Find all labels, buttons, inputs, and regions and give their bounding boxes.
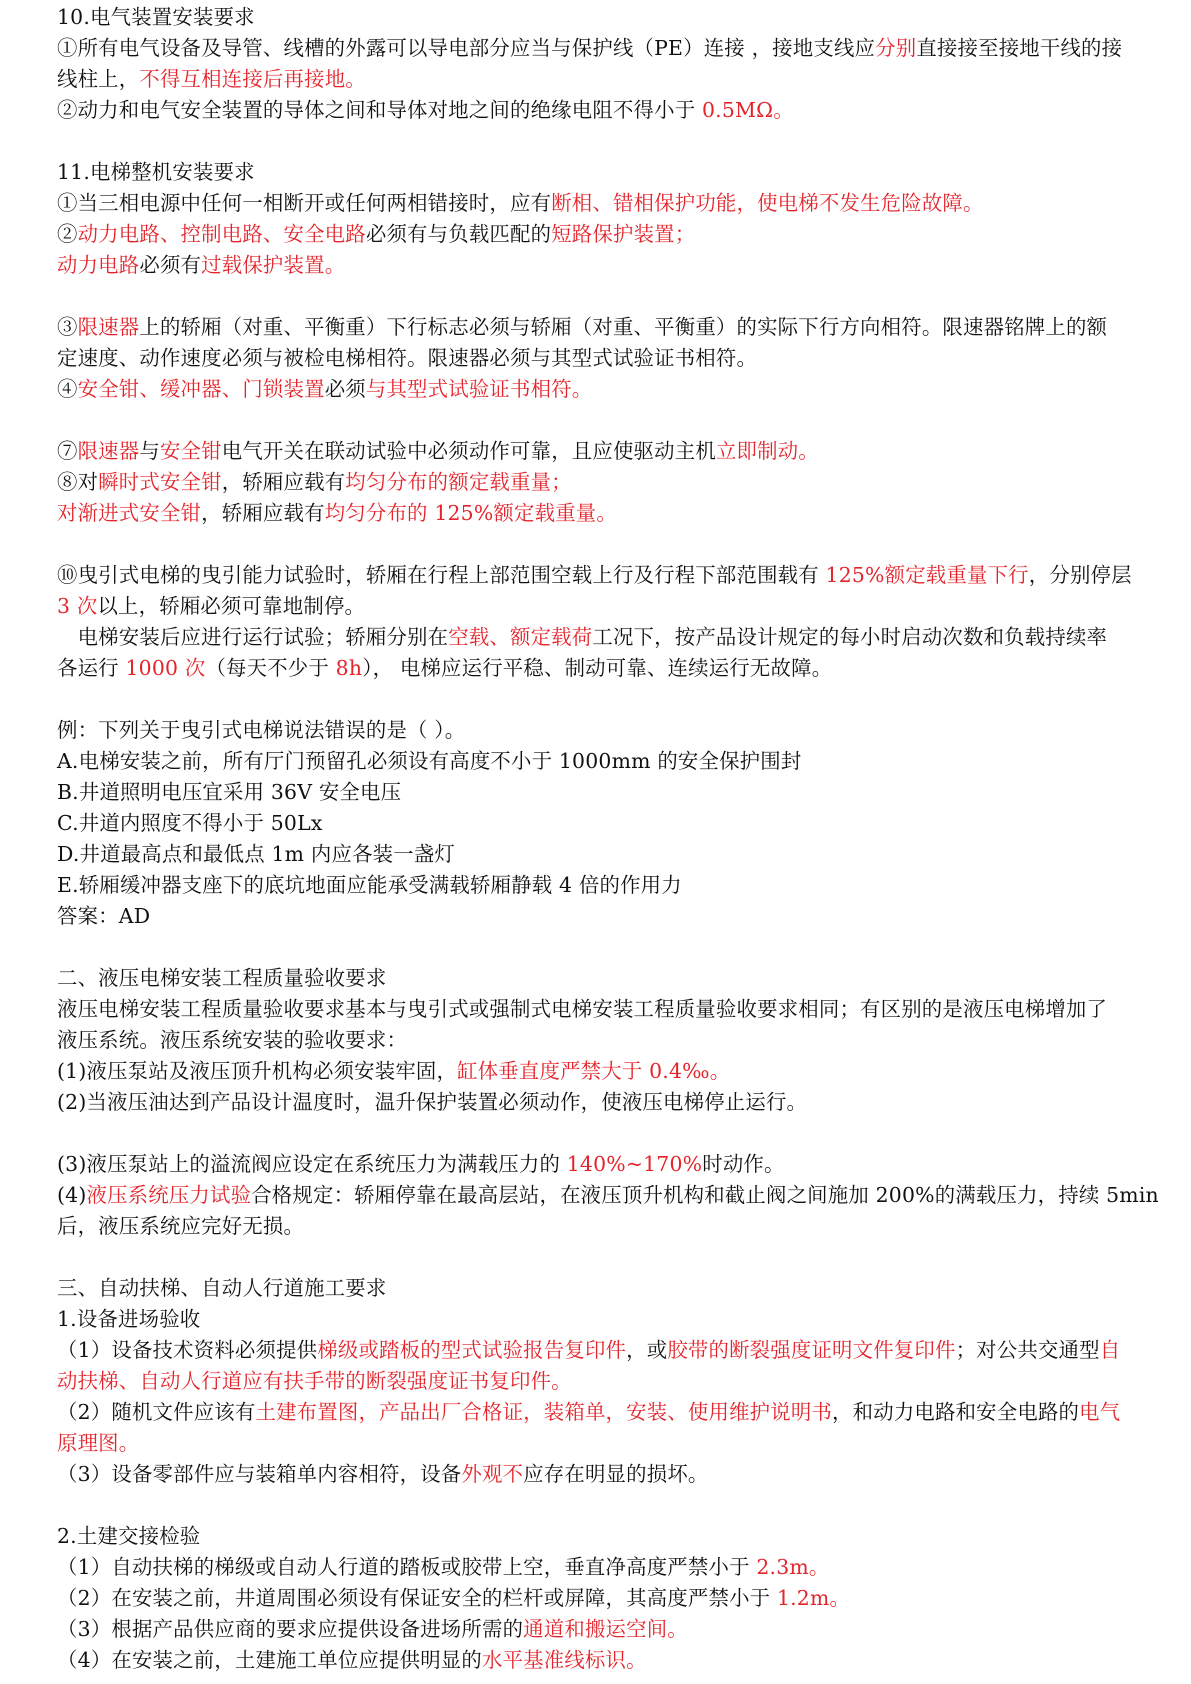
text-line	[57, 498, 617, 529]
highlighted-text: 对渐进式安全钳	[57, 501, 202, 525]
highlighted-text: 1000 次	[125, 656, 206, 680]
body-text: ，分别停层	[1028, 563, 1132, 587]
highlighted-text: 空载、额定载荷	[448, 625, 593, 649]
highlighted-text: 安全钳、缓冲器、门锁装置	[77, 377, 325, 401]
highlighted-text: 过载保护装置。	[201, 253, 346, 277]
text-line	[57, 1211, 304, 1242]
text-line	[57, 839, 455, 870]
highlighted-text: 与其型式试验证书相符。	[365, 377, 593, 401]
highlighted-text: 2.3m。	[756, 1555, 830, 1579]
body-text: ②	[57, 222, 78, 246]
text-line	[57, 1366, 572, 1397]
body-text: 时动作。	[702, 1152, 785, 1176]
highlighted-text: 3 次	[57, 594, 98, 618]
highlighted-text: 立即制动。	[715, 439, 819, 463]
highlighted-text: 水平基准线标识。	[481, 1648, 647, 1672]
body-text: 电气开关在联动试验中必须动作可靠，且应使驱动主机	[221, 439, 716, 463]
body-text: 以上，轿厢必须可靠地制停。	[97, 594, 366, 618]
body-text: 例：下列关于曳引式电梯说法错误的是（ ）。	[57, 718, 466, 742]
body-text: （4）在安装之前，土建施工单位应提供明显的	[57, 1648, 482, 1672]
body-text: B.井道照明电压宜采用 36V 安全电压	[57, 780, 402, 804]
body-text: 工况下，按产品设计规定的每小时启动次数和负载持续率	[592, 625, 1108, 649]
body-text: 各运行	[57, 656, 126, 680]
text-line	[57, 746, 801, 777]
text-line	[57, 1335, 1120, 1366]
highlighted-text: 限速器	[77, 439, 140, 463]
highlighted-text: 短路保护装置；	[551, 222, 696, 246]
text-line	[57, 777, 401, 808]
body-text: 应存在明显的损坏。	[523, 1462, 709, 1486]
body-text: 二、液压电梯安装工程质量验收要求	[57, 966, 387, 990]
body-text: 定速度、动作速度必须与被检电梯相符。限速器必须与其型式试验证书相符。	[57, 346, 758, 370]
text-line	[57, 1583, 850, 1614]
text-line	[57, 560, 1132, 591]
highlighted-text: 动力电路、控制电路、安全电路	[77, 222, 366, 246]
body-text: 电梯安装后应进行运行试验；轿厢分别在	[57, 625, 449, 649]
highlighted-text: 胶带的断裂强度证明文件复印件	[667, 1338, 956, 1362]
text-line	[57, 219, 695, 250]
body-text: 液压系统。液压系统安装的验收要求：	[57, 1028, 408, 1052]
highlighted-text: 不得互相连接后再接地。	[139, 67, 366, 91]
text-line	[57, 467, 572, 498]
text-line	[57, 963, 386, 994]
body-text: ，轿厢应载有	[221, 470, 346, 494]
body-text: （3）设备零部件应与装箱单内容相符，设备	[57, 1462, 462, 1486]
highlighted-text: 断相、错相保护功能，使电梯不发生危险故障。	[551, 191, 984, 215]
text-line	[57, 1645, 647, 1676]
text-line	[57, 1552, 830, 1583]
body-text: 线柱上，	[57, 67, 140, 91]
highlighted-text: 自	[1099, 1338, 1121, 1362]
body-text: ④	[57, 377, 78, 401]
highlighted-text: 125%额定载重量下行	[825, 563, 1029, 587]
body-text: ；对公共交通型	[955, 1338, 1100, 1362]
body-text: ①所有电气设备及导管、线槽的外露可以导电部分应当与保护线（PE）连接 ，接地支线应	[57, 36, 876, 60]
text-line	[57, 1428, 139, 1459]
body-text: ②动力和电气安全装置的导体之间和导体对地之间的绝缘电阻不得小于	[57, 98, 702, 122]
text-line	[57, 901, 150, 932]
body-text: (4)	[57, 1183, 87, 1207]
text-line	[57, 1149, 785, 1180]
body-text: 10.电气装置安装要求	[57, 5, 255, 29]
text-line	[57, 157, 255, 188]
text-line	[57, 1056, 730, 1087]
text-line	[57, 1087, 807, 1118]
body-text: 必须有与负载匹配的	[365, 222, 552, 246]
body-text: (3)液压泵站上的溢流阀应设定在系统压力为满载压力的	[57, 1152, 567, 1176]
body-text: A.电梯安装之前，所有厅门预留孔必须设有高度不小于 1000mm 的安全保护围封	[57, 749, 802, 773]
body-text: 上的轿厢（对重、平衡重）下行标志必须与轿厢（对重、平衡重）的实际下行方向相符。限速器铭牌上的额	[139, 315, 1108, 339]
highlighted-text: 分别	[875, 36, 917, 60]
text-line	[57, 374, 592, 405]
body-text: 液压电梯安装工程质量验收要求基本与曳引式或强制式电梯安装工程质量验收要求相同；有区别的是液压电梯增加了	[57, 997, 1108, 1021]
text-line	[57, 870, 682, 901]
highlighted-text: 均匀分布的额定载重量；	[345, 470, 572, 494]
text-line	[57, 1397, 1120, 1428]
highlighted-text: 原理图。	[57, 1431, 140, 1455]
text-line	[57, 95, 794, 126]
text-line	[57, 591, 365, 622]
highlighted-text: 土建布置图，产品出厂合格证，装箱单，安装、使用维护说明书	[255, 1400, 833, 1424]
text-line	[57, 436, 819, 467]
text-line	[57, 343, 757, 374]
highlighted-text: 通道和搬运空间。	[523, 1617, 688, 1641]
body-text: ①当三相电源中任何一相断开或任何两相错接时，应有	[57, 191, 552, 215]
text-line	[57, 188, 984, 219]
body-text: （2）随机文件应该有	[57, 1400, 256, 1424]
body-text: ）， 电梯应运行平稳、制动可靠、连续运行无故障。	[362, 656, 833, 680]
body-text: （1）设备技术资料必须提供	[57, 1338, 318, 1362]
highlighted-text: 液压系统压力试验	[86, 1183, 252, 1207]
text-line	[57, 715, 465, 746]
body-text: 答案：AD	[57, 904, 151, 928]
text-line	[57, 64, 366, 95]
text-line	[57, 653, 832, 684]
highlighted-text: 电气	[1079, 1400, 1121, 1424]
highlighted-text: 缸体垂直度严禁大于 0.4‰。	[457, 1059, 731, 1083]
text-line	[57, 1025, 407, 1056]
highlighted-text: 瞬时式安全钳	[98, 470, 222, 494]
body-text: C.井道内照度不得小于 50Lx	[57, 811, 323, 835]
body-text: D.井道最高点和最低点 1m 内应各装一盏灯	[57, 842, 456, 866]
body-text: （2）在安装之前，井道周围必须设有保证安全的栏杆或屏障，其高度严禁小于	[57, 1586, 777, 1610]
highlighted-text: 动扶梯、自动人行道应有扶手带的断裂强度证书复印件。	[57, 1369, 572, 1393]
text-line	[57, 808, 323, 839]
text-line	[57, 1459, 709, 1490]
highlighted-text: 动力电路	[57, 253, 140, 277]
body-text: （3）根据产品供应商的要求应提供设备进场所需的	[57, 1617, 524, 1641]
body-text: ⑧对	[57, 470, 99, 494]
text-line	[57, 250, 345, 281]
body-text: 合格规定：轿厢停靠在最高层站，在液压顶升机构和截止阀之间施加 200%的满载压力，持续 5min	[251, 1183, 1159, 1207]
body-text: 后，液压系统应完好无损。	[57, 1214, 305, 1238]
highlighted-text: 1.2m。	[776, 1586, 851, 1610]
highlighted-text: 安全钳	[159, 439, 222, 463]
body-text: ，或	[626, 1338, 668, 1362]
text-line	[57, 622, 1107, 653]
highlighted-text: 8h	[335, 656, 363, 680]
text-line	[57, 1304, 200, 1335]
highlighted-text: 140%~170%	[566, 1152, 703, 1176]
body-text: （每天不少于	[205, 656, 336, 680]
text-line	[57, 1180, 1159, 1211]
body-text: 必须	[324, 377, 366, 401]
body-text: （1）自动扶梯的梯级或自动人行道的踏板或胶带上空，垂直净高度严禁小于	[57, 1555, 757, 1579]
highlighted-text: 梯级或踏板的型式试验报告复印件	[317, 1338, 627, 1362]
highlighted-text: 外观不	[461, 1462, 524, 1486]
body-text: ，和动力电路和安全电路的	[832, 1400, 1080, 1424]
body-text: 11.电梯整机安装要求	[57, 160, 255, 184]
highlighted-text: 限速器	[77, 315, 140, 339]
text-line	[57, 1614, 688, 1645]
body-text: ⑦	[57, 439, 78, 463]
highlighted-text: 均匀分布的 125%额定载重量。	[324, 501, 617, 525]
text-line	[57, 1521, 200, 1552]
body-text: 直接接至接地干线的接	[916, 36, 1123, 60]
body-text: E.轿厢缓冲器支座下的底坑地面应能承受满载轿厢静载 4 倍的作用力	[57, 873, 682, 897]
text-line	[57, 2, 255, 33]
body-text: 三、自动扶梯、自动人行道施工要求	[57, 1276, 387, 1300]
text-line	[57, 1273, 386, 1304]
body-text: 1.设备进场验收	[57, 1307, 201, 1331]
text-line	[57, 33, 1122, 64]
body-text: ③	[57, 315, 78, 339]
text-line	[57, 312, 1107, 343]
highlighted-text: 0.5MΩ。	[702, 98, 794, 122]
body-text: 2.土建交接检验	[57, 1524, 201, 1548]
body-text: 与	[139, 439, 160, 463]
body-text: ，轿厢应载有	[201, 501, 325, 525]
body-text: (1)液压泵站及液压顶升机构必须安装牢固，	[57, 1059, 458, 1083]
body-text: ⑩曳引式电梯的曳引能力试验时，轿厢在行程上部范围空载上行及行程下部范围载有	[57, 563, 826, 587]
body-text: 必须有	[139, 253, 202, 277]
body-text: (2)当液压油达到产品设计温度时，温升保护装置必须动作，使液压电梯停止运行。	[57, 1090, 808, 1114]
text-line	[57, 994, 1107, 1025]
